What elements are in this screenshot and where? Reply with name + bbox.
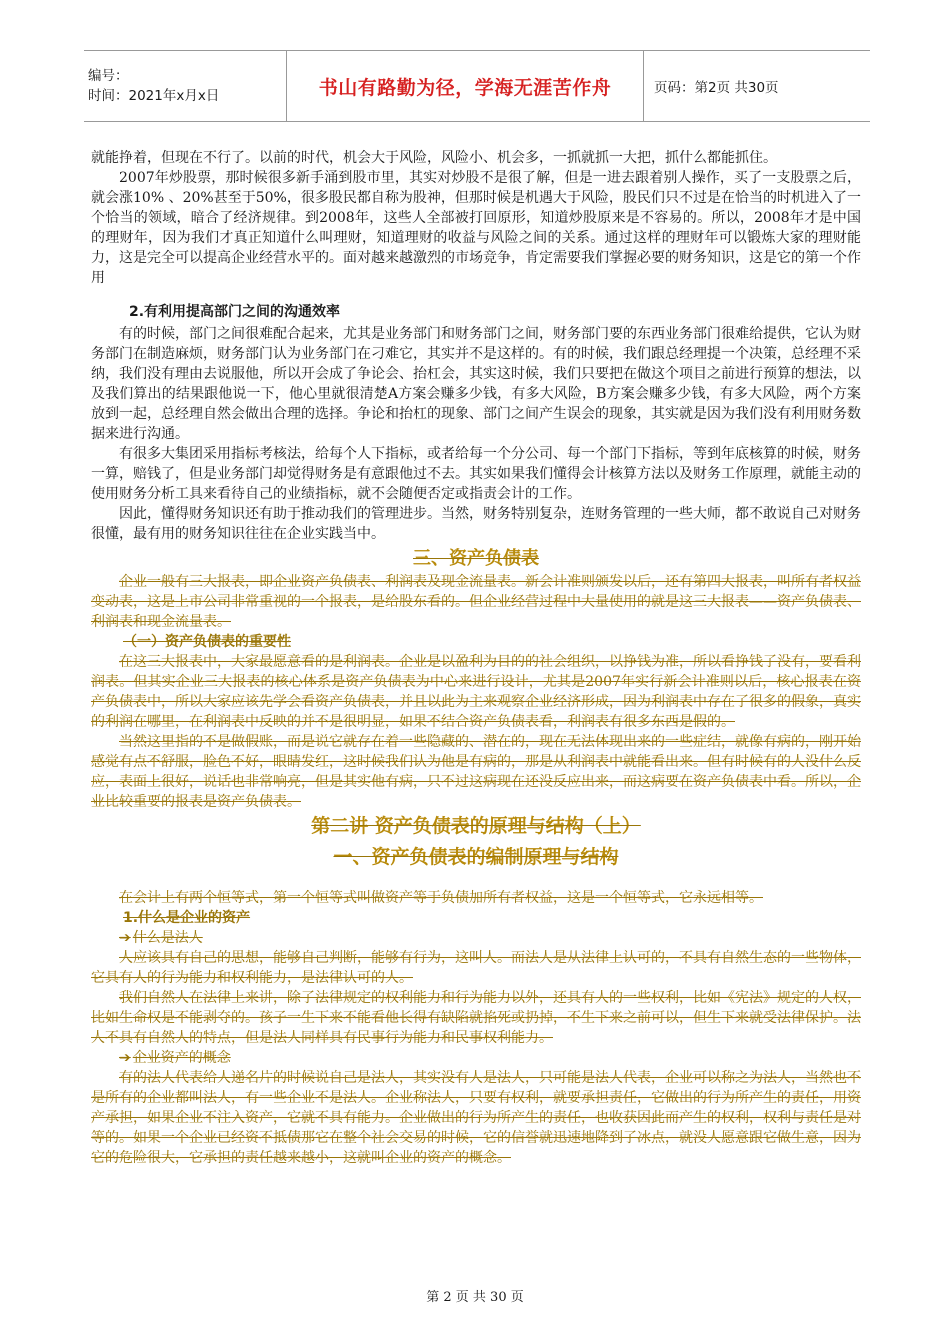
deleted-subheading: （一）资产负债表的重要性 bbox=[123, 634, 291, 650]
document-time-label: 时间：2021年x月x日 bbox=[88, 88, 220, 104]
paragraph: 就能挣着，但现在不行了。以前的时代，机会大于风险，风险小、机会多，一抓就抓一大把，抓什么都能抓住。 bbox=[91, 150, 777, 166]
subsection-heading: 2.有利用提高部门之间的沟通效率 bbox=[129, 304, 341, 320]
deleted-paragraph: 有的法人代表给人递名片的时候说自己是法人，其实没有人是法人，只可能是法人代表，企业可以称之为法人，当然也不是所有的企业都叫法人，有一些企业不是法人。企业称法人，只要有权利，就要承担责任，它做出的行为所产生的责任，用资产承担，如果企业不注入资产，它就不具有能力。企业做出的行为所产生的责任，也收获因此而产生的权利，权利与责任是对等的。如果一个企业已经资不抵债那它在整个社会交易的时候，它的信誉就迅速地降到了冰点，就没人愿意跟它做生意，因为它的危险很大，它承担的责任越来越小，这就叫企业的资产的概念。 bbox=[91, 1070, 861, 1166]
paragraph: 有很多大集团采用指标考核法，给每个人下指标，或者给每一个分公司、每一个部门下指标，等到年底核算的时候，财务一算，赔钱了，但是业务部门却觉得财务是有意跟他过不去。其实如果我们懂得会计核算方法以及财务工作原理，就能主动的使用财务分析工具来看待自己的业绩指标，就不会随便否定或指责会计的工作。 bbox=[91, 446, 861, 502]
arrow-right-icon: ➔ bbox=[119, 1050, 131, 1066]
section-heading-balance-sheet: 三、资产负债表 bbox=[413, 548, 539, 569]
arrow-bullet bbox=[119, 1048, 861, 1068]
paragraph: 有的时候，部门之间很难配合起来，尤其是业务部门和财务部门之间，财务部门要的东西业务部门很难给提供，它认为财务部门在制造麻烦，财务部门认为业务部门在刁难它，其实并不是这样的。有的时候，我们跟总经理提一个决策，总经理不采纳，我们没有理由去说服他，所以开会成了争论会、抬杠会，其实这时候，我们只要把在做这个项目之前进行预算的想法，以及我们算出的结果跟他说一下，他心里就很清楚A方案会赚多少钱，有多大风险，B方案会赚多少钱，有多大风险，两个方案放到一起，总经理自然会做出合理的选择。争论和抬杠的现象、部门之间产生误会的现象，其实就是因为我们没有利用财务数据来进行沟通。 bbox=[91, 326, 861, 442]
deleted-paragraph: 在会计上有两个恒等式，第一个恒等式叫做资产等于负债加所有者权益，这是一个恒等式，它永远相等。 bbox=[119, 890, 763, 906]
page-number-label: 页码：第2页 共30页 bbox=[654, 80, 779, 96]
header-page-info bbox=[644, 51, 870, 121]
arrow-bullet-text: 企业资产的概念 bbox=[132, 1050, 231, 1066]
deleted-paragraph: 在这三大报表中，大家最愿意看的是利润表。企业是以盈利为目的的社会组织，以挣钱为准，所以看挣钱了没有，要看利润表。但其实企业三大报表的核心体系是资产负债表为中心来进行设计，尤其是2007年实行新会计准则以后，核心报表在资产负债表中，所以大家应该先学会看资产负债表，并且以此为主来观察企业经济形成，因为利润表中存在了很多的假象，真实的利润在哪里，在利润表中反映的并不是很明显，如果不结合资产负债表看，利润表有很多东西是假的。 bbox=[91, 654, 861, 730]
document-number-label: 编号： bbox=[88, 68, 129, 84]
header-motto bbox=[287, 51, 644, 121]
deleted-paragraph: 当然这里指的不是做假账，而是说它就存在着一些隐藏的、潜在的，现在无法体现出来的一些症结，就像有病的，刚开始感觉有点不舒服，脸色不好，眼睛发红，这时候我们认为他是有病的，那是从利润表中就能看出来。但有时候有的人没什么反应，表面上很好，说话也非常响亮，但是其实他有病，只不过这病现在还没反应出来，而这病要在资产负债表中看。所以，企业比较重要的报表是资产负债表。 bbox=[91, 734, 861, 810]
section-heading-principles: 一、资产负债表的编制原理与结构 bbox=[333, 846, 619, 868]
deleted-subheading: 1.什么是企业的资产 bbox=[123, 910, 251, 926]
header-meta bbox=[84, 51, 287, 121]
deleted-paragraph: 人应该具有自己的思想，能够自己判断，能够有行为，这叫人。而法人是从法律上认可的，不具有自然生态的一些物体，它具有人的行为能力和权利能力，是法律认可的人。 bbox=[91, 950, 861, 986]
page-footer bbox=[0, 1286, 950, 1305]
arrow-right-icon: ➔ bbox=[119, 930, 131, 946]
deleted-paragraph: 企业一般有三大报表，即企业资产负债表、利润表及现金流量表。新会计准则颁发以后，还有第四大报表，叫所有者权益变动表，这是上市公司非常重视的一个报表，是给股东看的。但企业经营过程中大量使用的就是这三大报表——资产负债表、利润表和现金流量表。 bbox=[91, 574, 861, 630]
paragraph: 因此，懂得财务知识还有助于推动我们的管理进步。当然，财务特别复杂，连财务管理的一些大师，都不敢说自己对财务很懂，最有用的财务知识往往在企业实践当中。 bbox=[91, 506, 861, 542]
tracked-deletion-block bbox=[91, 546, 861, 1168]
page-header bbox=[84, 50, 870, 122]
paragraph: 2007年炒股票，那时候很多新手涌到股市里，其实对炒股不是很了解，但是一进去跟着别人操作，买了一支股票之后，就会涨10% 、20%甚至于50%，很多股民都自称为股神，但那时候是机遇大于风险，股民们只不过是在恰当的时机进入了一个恰当的领域，暗合了经济规律。到2008年，这些人全部被打回原形，知道炒股原来是不容易的。所以，2008年才是中国的理财年，因为我们才真正知道什么叫理财，知道理财的收益与风险之间的关系。通过这样的理财年可以锻炼大家的理财能力，这是完全可以提高企业经营水平的。面对越来越激烈的市场竞争，肯定需要我们掌握必要的财务知识，这是它的第一个作用 bbox=[91, 170, 861, 286]
motto-text: 书山有路勤为径，学海无涯苦作舟 bbox=[318, 76, 612, 99]
arrow-bullet bbox=[119, 928, 861, 948]
footer-page-number: 第 2 页 共 30 页 bbox=[426, 1290, 524, 1305]
document-body bbox=[91, 148, 861, 1168]
lecture-heading: 第二讲 资产负债表的原理与结构（上） bbox=[311, 815, 641, 837]
deleted-paragraph: 我们自然人在法律上来讲，除了法律规定的权利能力和行为能力以外，还具有人的一些权利，比如《宪法》规定的人权，比如生命权是不能剥夺的。孩子一生下来不能看他长得有缺陷就掐死或扔掉，不生下来之前可以，但生下来就受法律保护。法人不具有自然人的特点，但是法人同样具有民事行为能力和民事权利能力。 bbox=[91, 990, 861, 1046]
arrow-bullet-text: 什么是法人 bbox=[132, 930, 203, 946]
